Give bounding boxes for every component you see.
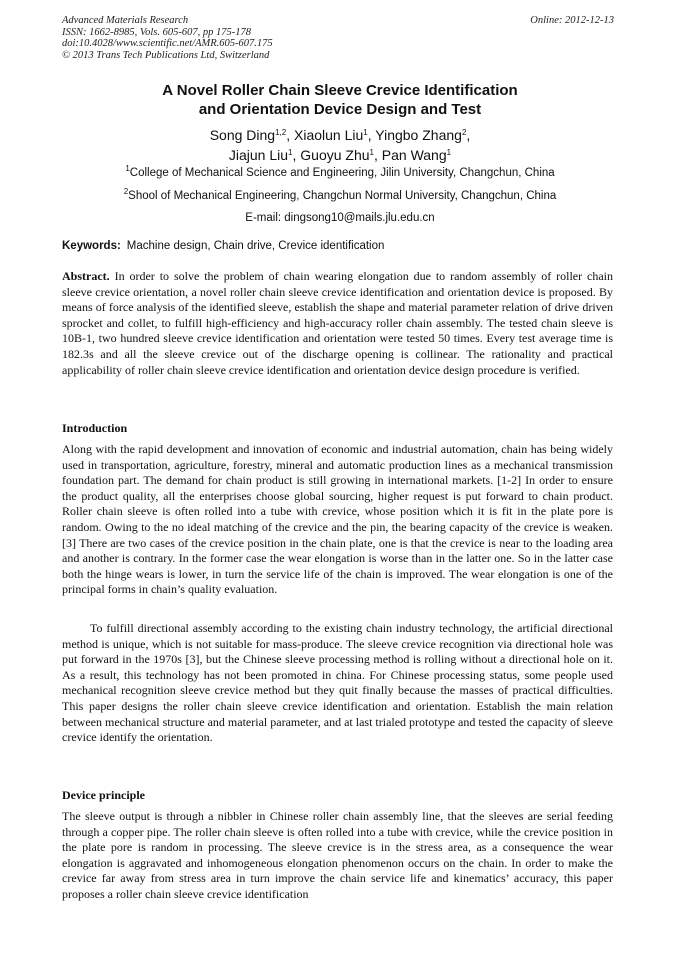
author-affil-mark: 1: [446, 148, 452, 157]
author-name: Yingbo Zhang: [375, 127, 462, 143]
abstract: [62, 269, 613, 378]
keywords-label: Keywords:: [62, 240, 121, 252]
affiliation-1: [62, 164, 618, 179]
author-affil-mark: 2: [461, 128, 467, 137]
device-principle-paragraph-1: The sleeve output is through a nibbler in Chinese roller chain assembly line, that the sleeves are serial feeding through a copper pipe. The roller chain sleeve is often rolled into a tube with crevice, while the crevice position in the plate pore is random in processing. The sleeve crevice is in the stress area, as a consequence the wear elongation is aggravated and inhomogeneous elongation phenomenon occurs on the chain. In order to make the crevice far away from stress area in turn improve the chain service life and kinematics’ accuracy, this paper proposes a roller chain sleeve crevice identification: [62, 809, 613, 901]
affiliation-2: [62, 187, 618, 202]
title-line-1: A Novel Roller Chain Sleeve Crevice Identification: [162, 82, 518, 99]
affiliation-mark: 2: [123, 187, 129, 196]
author-affil-mark: 1: [369, 148, 374, 157]
issn-line: ISSN: 1662-8985, Vols. 605-607, pp 175-178: [62, 26, 251, 38]
title-line-2: and Orientation Device Design and Test: [198, 101, 482, 118]
keywords: [62, 240, 618, 252]
author-affil-mark: 1,2: [275, 128, 287, 137]
author-name: Song Ding: [209, 127, 276, 143]
section-heading-introduction: Introduction: [62, 421, 128, 435]
journal-name: Advanced Materials Research: [62, 15, 189, 26]
copyright-line: © 2013 Trans Tech Publications Ltd, Switzerland: [62, 49, 270, 61]
author-name: Guoyu Zhu: [300, 147, 370, 163]
affiliation-mark: 1: [125, 164, 130, 173]
author-affil-mark: 1: [288, 148, 293, 157]
abstract-label: Abstract.: [62, 269, 110, 283]
section-heading-device-principle: Device principle: [62, 788, 145, 802]
introduction-paragraph-2: To fulfill directional assembly according to the existing chain industry technology, the artificial directional method is unique, which is not suitable for mass-produce. The sleeve crevice recognition via directional hole was put forward in the 1970s [3], but the Chinese sleeve processing method is rolling without a directional hole on it. As a result, this technology has not been promoted in china. For Chinese processing status, some people used mechanical recognition sleeve crevice method but they quit finally because the masses of practical difficulties. This paper designs the roller chain sleeve crevice identification and orientation. Establish the main relation between mechanical structure and material parameter, and at last trialed prototype and tested the capacity of sleeve crevice identify the orientation.: [62, 621, 613, 745]
affiliation-text: College of Mechanical Science and Engineering, Jilin University, Changchun, China: [129, 167, 555, 179]
authors-line-1: Song Ding$^{1,2}$, Xiaolun Liu$^1$, Yingbo Zhang$^2$,: [209, 127, 471, 143]
doi-line: doi:10.4028/www.scientific.net/AMR.605-607.175: [62, 38, 273, 50]
keywords-text: Machine design, Chain drive, Crevice identification: [126, 240, 385, 252]
journal-header: [62, 15, 618, 61]
author-email: E-mail: dingsong10@mails.jlu.edu.cn: [245, 212, 435, 224]
author-affil-mark: 1: [363, 128, 368, 137]
introduction-paragraph-1: Along with the rapid development and innovation of economic and industrial automation, chain has being widely used in transportation, agriculture, forestry, mineral and automatic production lines as a mechanical transmission foundation part. The demand for chain product is still growing in international markets. [1-2] In order to ensure the product quality, all the enterprises choose global sourcing, higher request is put forward to chain product. Roller chain sleeve is often rolled into a tube with crevice, whose position which it is fit in the plate pore is random. Owing to the no ideal matching of the crevice and the pin, the bearing capacity of the crevice is weaken. [3] There are two cases of the crevice position in the chain plate, one is that the crevice is near to the loading area and another is contrary. In the former case the wear elongation is worse than in the latter one. So in the latter case both the hinge wears is lower, in turn the service life of the chain is improved. The wear elongation is one of the principal forms in chain’s quality evaluation.: [62, 442, 613, 597]
author-name: Pan Wang: [381, 147, 447, 163]
abstract-text: In order to solve the problem of chain wearing elongation due to random assembly of roller chain sleeve crevice orientation, a novel roller chain sleeve crevice identification and orientation device is proposed. By means of force analysis of the identified sleeve, establish the shape and material parameter relation of drive driven sprocket and collet, to fulfill high-efficiency and high-accuracy roller chain assembly. The tested chain sleeve is 10B-1, two hundred sleeve crevice identification and orientation were tested 50 times. Every test average time is 182.3s and all the sleeve crevice out of the discharge opening is collinear. The rationality and practical applicability of roller chain sleeve crevice identification and orientation device design procedure is verified.: [62, 269, 614, 377]
paper-title: [62, 81, 618, 119]
authors-line-2: Jiajun Liu$^1$, Guoyu Zhu$^1$, Pan Wang$^1$: [228, 147, 452, 163]
author-name: Jiajun Liu: [228, 147, 289, 163]
online-date: Online: 2012-12-13: [530, 15, 614, 26]
author-name: Xiaolun Liu: [294, 127, 364, 143]
affiliation-text: Shool of Mechanical Engineering, Changchun Normal University, Changchun, China: [128, 190, 557, 202]
author-list: [62, 125, 618, 165]
